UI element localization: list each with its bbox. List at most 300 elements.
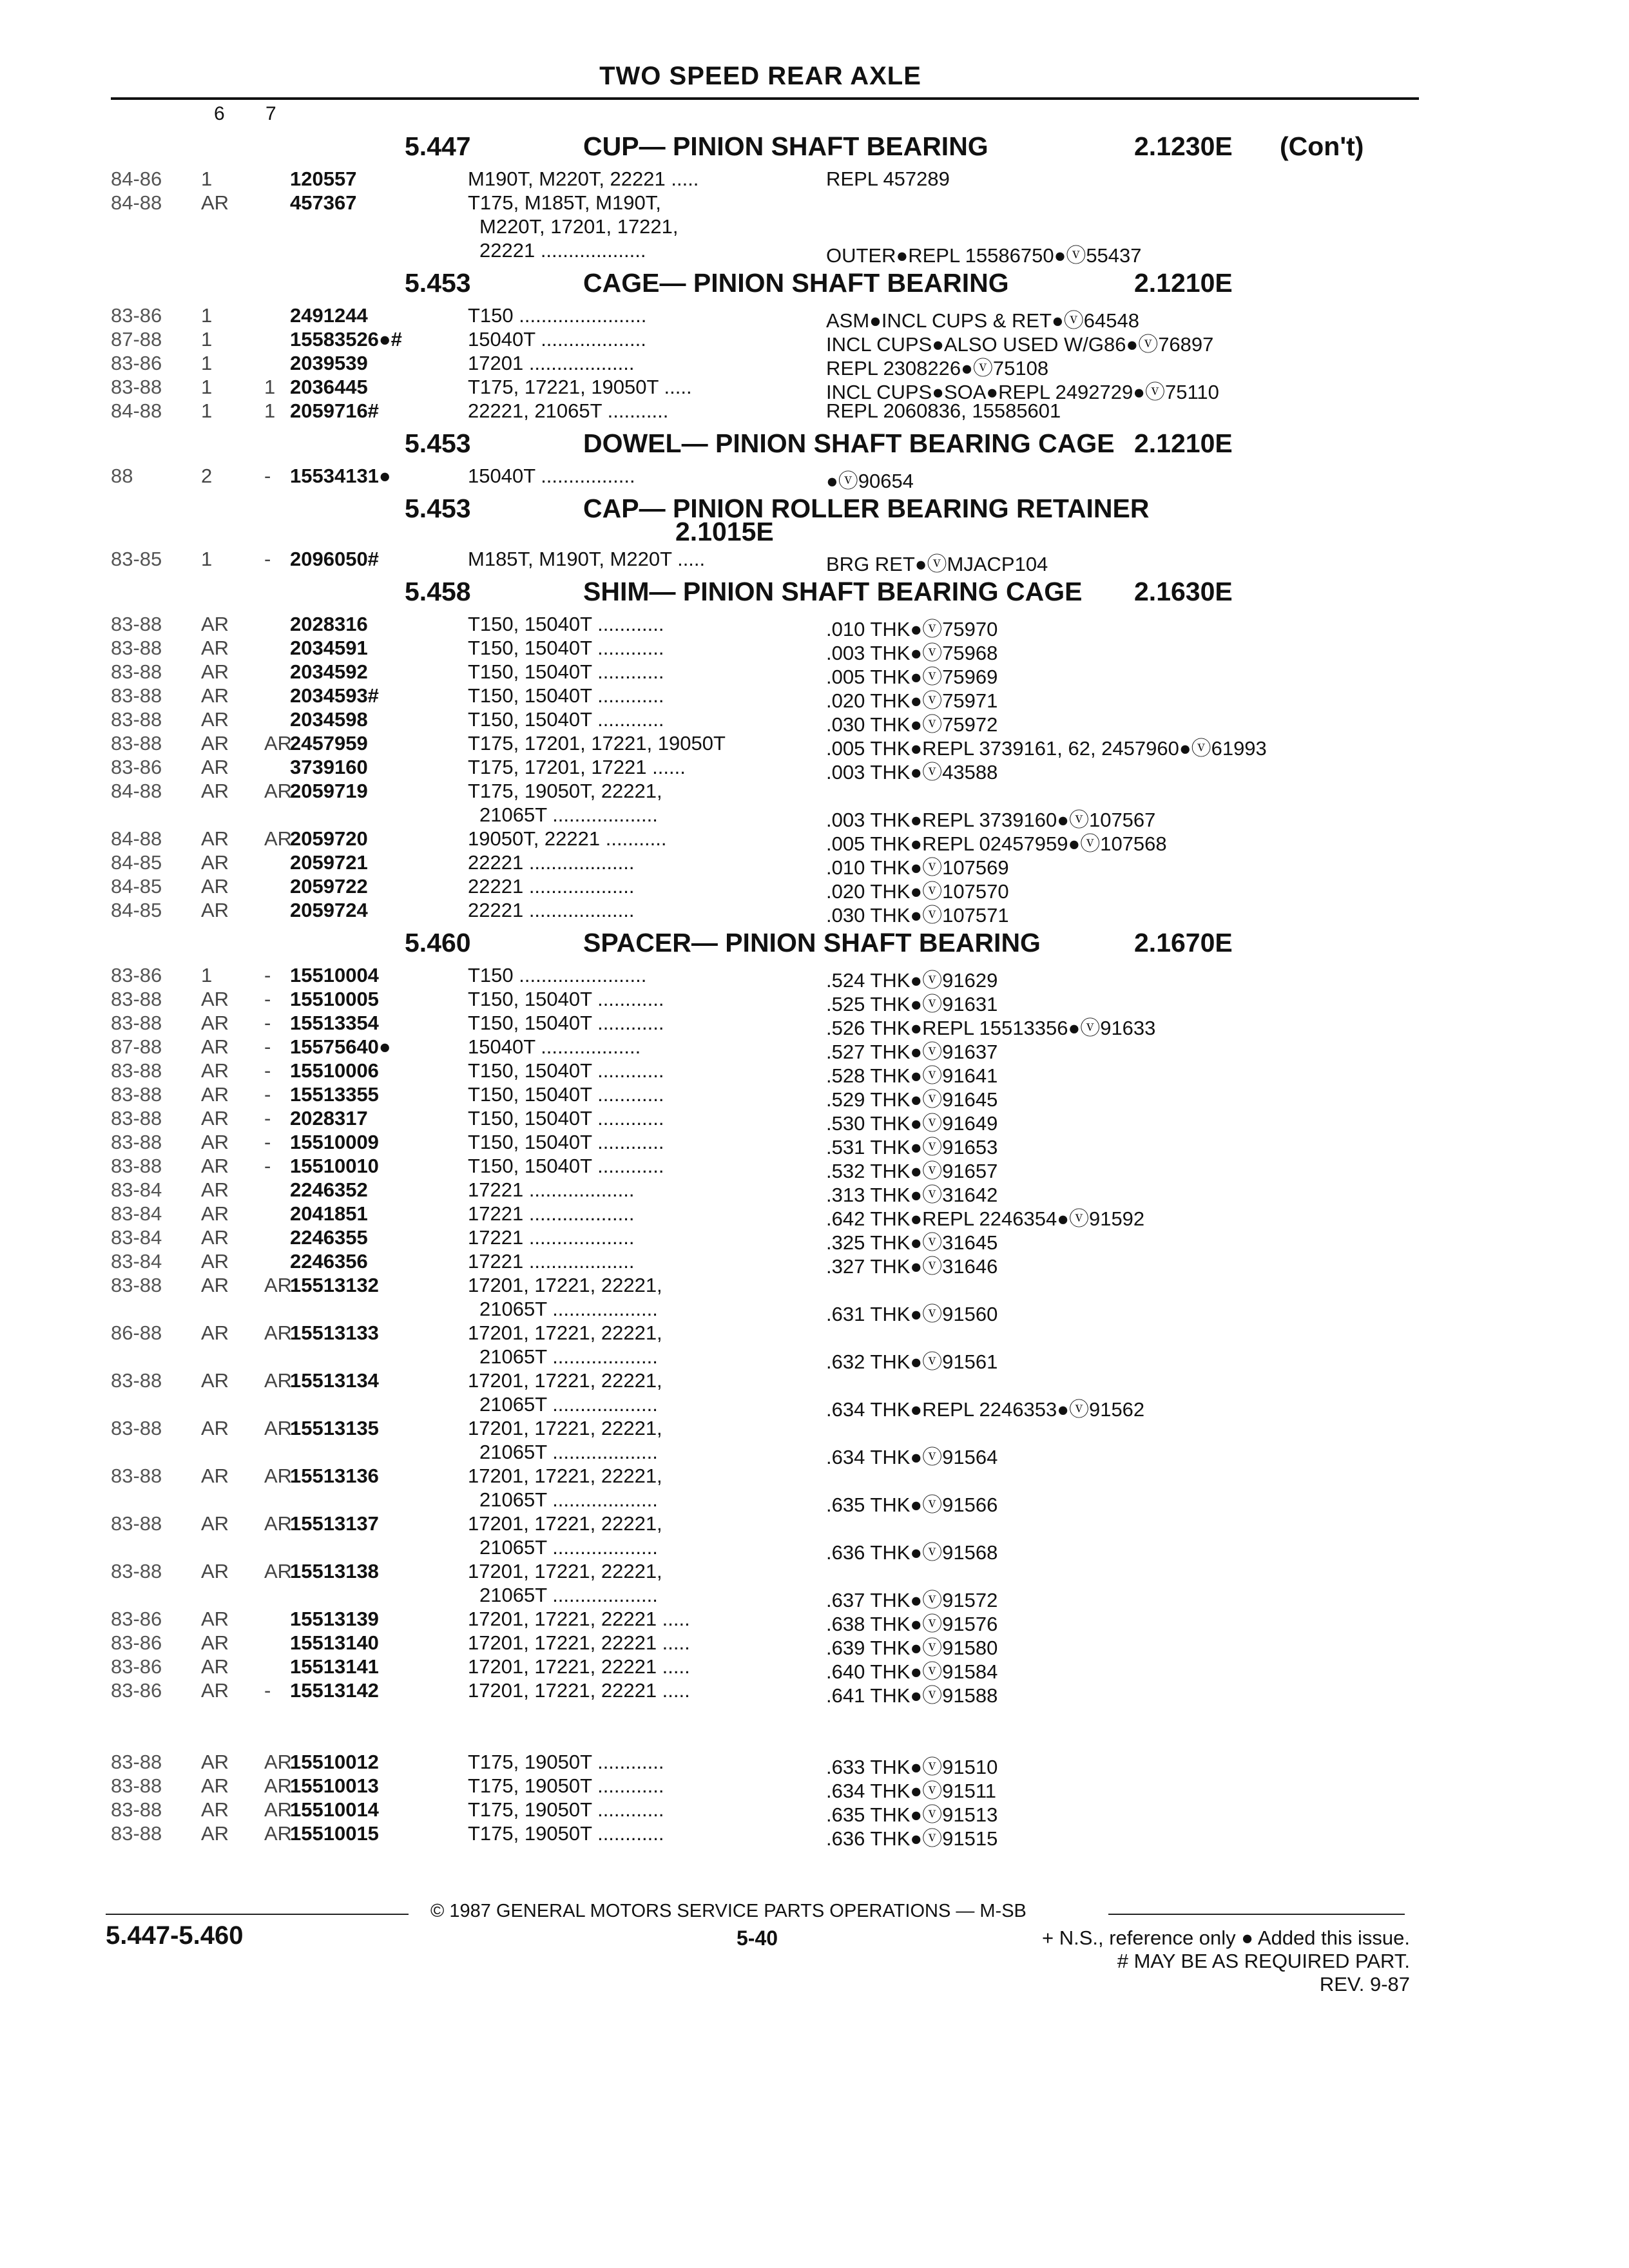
- model-years: 83-86: [111, 964, 162, 986]
- model-usage: 17221 ...................: [468, 1226, 635, 1249]
- model-usage: 17201, 17221, 22221 .....: [468, 1679, 690, 1702]
- model-years: 84-88: [111, 191, 162, 214]
- qty-col-6: AR: [201, 851, 229, 874]
- model-years: 83-88: [111, 684, 162, 707]
- qty-col-6: AR: [201, 1202, 229, 1225]
- part-number: 2096050#: [290, 548, 379, 570]
- parts-row: [0, 215, 1629, 239]
- qty-col-7: AR: [264, 1751, 293, 1773]
- part-description: .529 THK●ⓥ91645: [826, 1088, 998, 1111]
- model-usage: 17221 ...................: [468, 1178, 635, 1201]
- qty-col-7: AR: [264, 1560, 293, 1582]
- model-years: 84-85: [111, 875, 162, 898]
- qty-col-6: 1: [201, 328, 213, 351]
- qty-col-7: 1: [264, 399, 276, 422]
- section-code: 2.1015E: [675, 517, 774, 546]
- parts-row: [0, 304, 1629, 332]
- part-description: .641 THK●ⓥ91588: [826, 1684, 998, 1707]
- qty-col-6: 1: [201, 168, 213, 190]
- qty-col-7: AR: [264, 1822, 293, 1845]
- model-usage: M220T, 17201, 17221,: [479, 215, 679, 238]
- model-usage: 22221, 21065T ...........: [468, 399, 669, 422]
- parts-row: [0, 239, 1629, 267]
- qty-col-6: AR: [201, 875, 229, 898]
- qty-col-6: AR: [201, 1608, 229, 1630]
- part-description: .642 THK●REPL 2246354●ⓥ91592: [826, 1207, 1145, 1230]
- part-number: 15513137: [290, 1512, 379, 1535]
- part-number: 15510005: [290, 988, 379, 1010]
- model-usage: 21065T ...................: [479, 1584, 658, 1606]
- qty-col-7: AR: [264, 1321, 293, 1344]
- model-usage: M185T, M190T, M220T .....: [468, 548, 706, 570]
- footer-note-required: # MAY BE AS REQUIRED PART.: [1117, 1950, 1410, 1972]
- model-usage: 17201, 17221, 22221,: [468, 1417, 662, 1439]
- model-usage: T175, 19050T ............: [468, 1751, 664, 1773]
- column-header: [214, 103, 317, 125]
- part-number: 15513355: [290, 1083, 379, 1106]
- part-number: 2246355: [290, 1226, 368, 1249]
- part-description: .636 THK●ⓥ91515: [826, 1827, 998, 1850]
- model-years: 83-88: [111, 1512, 162, 1535]
- qty-col-7: -: [264, 1035, 271, 1058]
- model-usage: 17201, 17221, 22221,: [468, 1369, 662, 1392]
- model-years: 83-88: [111, 1369, 162, 1392]
- model-usage: 17201, 17221, 22221,: [468, 1465, 662, 1487]
- part-number: 2059722: [290, 875, 368, 898]
- part-number: 15513132: [290, 1274, 379, 1296]
- part-number: 15513136: [290, 1465, 379, 1487]
- part-description: .030 THK●ⓥ75972: [826, 713, 998, 736]
- model-years: 83-88: [111, 1560, 162, 1582]
- model-years: 83-84: [111, 1178, 162, 1201]
- model-usage: T175, 19050T ............: [468, 1798, 664, 1821]
- model-usage: T175, 17201, 17221 ......: [468, 756, 686, 778]
- qty-col-7: -: [264, 1083, 271, 1106]
- section-code: 2.1210E: [1134, 268, 1233, 298]
- model-usage: T175, 17221, 19050T .....: [468, 376, 692, 398]
- qty-col-7: -: [264, 1155, 271, 1177]
- model-years: 83-88: [111, 988, 162, 1010]
- model-usage: T150, 15040T ............: [468, 1131, 664, 1153]
- model-years: 84-88: [111, 780, 162, 802]
- model-years: 83-88: [111, 660, 162, 683]
- section-heading: [0, 923, 1629, 964]
- parts-row: [0, 756, 1629, 783]
- part-number: 2457959: [290, 732, 368, 754]
- footer-page-number: 5-40: [737, 1927, 778, 1950]
- part-description: .634 THK●ⓥ91564: [826, 1446, 998, 1468]
- model-years: 83-88: [111, 1822, 162, 1845]
- qty-col-6: AR: [201, 1560, 229, 1582]
- qty-col-7: AR: [264, 1774, 293, 1797]
- model-usage: T150, 15040T ............: [468, 708, 664, 731]
- qty-col-7: 1: [264, 376, 276, 398]
- part-description: ●ⓥ90654: [826, 470, 914, 492]
- parts-row: [0, 827, 1629, 855]
- parts-row: [0, 1417, 1629, 1441]
- model-usage: T175, 17201, 17221, 19050T: [468, 732, 726, 754]
- parts-row: [0, 1155, 1629, 1182]
- part-number: 2028317: [290, 1107, 368, 1129]
- part-description: .005 THK●REPL 02457959●ⓥ107568: [826, 832, 1167, 855]
- model-usage: T150 .......................: [468, 304, 647, 327]
- qty-col-7: -: [264, 1107, 271, 1129]
- model-years: 83-86: [111, 1631, 162, 1654]
- model-usage: 17201, 17221, 22221 .....: [468, 1655, 690, 1678]
- model-years: 83-88: [111, 1465, 162, 1487]
- qty-col-6: AR: [201, 1465, 229, 1487]
- section-number: 5.460: [405, 928, 471, 957]
- footer-note-ns: + N.S., reference only ● Added this issue.: [1041, 1927, 1410, 1949]
- qty-col-6: AR: [201, 1417, 229, 1439]
- model-years: 84-88: [111, 827, 162, 850]
- model-usage: T175, 19050T, 22221,: [468, 780, 662, 802]
- model-usage: T150, 15040T ............: [468, 637, 664, 659]
- qty-col-7: -: [264, 465, 271, 487]
- parts-row: [0, 399, 1629, 423]
- part-description: .639 THK●ⓥ91580: [826, 1637, 998, 1659]
- part-description: .637 THK●ⓥ91572: [826, 1589, 998, 1611]
- parts-row: [0, 637, 1629, 664]
- part-description: REPL 2308226●ⓥ75108: [826, 357, 1049, 380]
- title-rule: [111, 97, 1419, 100]
- qty-col-6: AR: [201, 1631, 229, 1654]
- qty-col-6: AR: [201, 708, 229, 731]
- model-usage: 15040T ...................: [468, 328, 646, 351]
- model-usage: M190T, M220T, 22221 .....: [468, 168, 699, 190]
- parts-row: [0, 964, 1629, 992]
- qty-col-6: AR: [201, 1512, 229, 1535]
- parts-row: [0, 1321, 1629, 1345]
- part-description: .634 THK●REPL 2246353●ⓥ91562: [826, 1398, 1145, 1421]
- parts-row: [0, 1441, 1629, 1468]
- qty-col-6: 2: [201, 465, 213, 487]
- section-title: SPACER— PINION SHAFT BEARING: [583, 928, 1041, 957]
- part-number: 15513135: [290, 1417, 379, 1439]
- parts-row: [0, 1393, 1629, 1421]
- parts-row: [0, 376, 1629, 403]
- model-years: 83-84: [111, 1250, 162, 1273]
- model-years: 83-85: [111, 548, 162, 570]
- model-years: 83-88: [111, 376, 162, 398]
- qty-col-6: AR: [201, 1798, 229, 1821]
- model-usage: 17201, 17221, 22221,: [468, 1512, 662, 1535]
- part-description: .003 THK●ⓥ43588: [826, 761, 998, 783]
- part-description: REPL 2060836, 15585601: [826, 399, 1061, 422]
- parts-row: [0, 1536, 1629, 1564]
- qty-col-7: AR: [264, 1369, 293, 1392]
- part-description: .526 THK●REPL 15513356●ⓥ91633: [826, 1017, 1156, 1039]
- parts-row: [0, 613, 1629, 640]
- model-years: 83-88: [111, 1751, 162, 1773]
- qty-col-6: AR: [201, 1822, 229, 1845]
- model-years: 86-88: [111, 1321, 162, 1344]
- part-description: .528 THK●ⓥ91641: [826, 1064, 998, 1087]
- qty-col-6: AR: [201, 1679, 229, 1702]
- model-years: 84-86: [111, 168, 162, 190]
- parts-row: [0, 548, 1629, 575]
- part-description: INCL CUPS●ALSO USED W/G86●ⓥ76897: [826, 333, 1214, 356]
- parts-row: [0, 899, 1629, 927]
- section-heading: [0, 572, 1629, 613]
- model-usage: 21065T ...................: [479, 1441, 658, 1463]
- model-years: 83-88: [111, 1274, 162, 1296]
- qty-col-6: AR: [201, 1774, 229, 1797]
- model-years: 83-86: [111, 1679, 162, 1702]
- parts-row: [0, 1488, 1629, 1516]
- parts-row: [0, 1250, 1629, 1278]
- section-number: 5.458: [405, 577, 471, 606]
- model-usage: T150, 15040T ............: [468, 1155, 664, 1177]
- model-usage: 22221 ...................: [468, 875, 635, 898]
- parts-row: [0, 1226, 1629, 1254]
- qty-col-6: AR: [201, 660, 229, 683]
- qty-col-6: 1: [201, 304, 213, 327]
- model-usage: 21065T ...................: [479, 1393, 658, 1416]
- part-description: INCL CUPS●SOA●REPL 2492729●ⓥ75110: [826, 381, 1219, 403]
- part-description: .020 THK●ⓥ75971: [826, 689, 998, 712]
- qty-col-6: AR: [201, 1274, 229, 1296]
- qty-col-7: AR: [264, 1417, 293, 1439]
- parts-row: [0, 1298, 1629, 1325]
- part-number: 15513134: [290, 1369, 379, 1392]
- parts-row: [0, 1465, 1629, 1488]
- qty-col-6: AR: [201, 988, 229, 1010]
- qty-col-6: AR: [201, 827, 229, 850]
- parts-row: [0, 708, 1629, 736]
- section-title: CAP— PINION ROLLER BEARING RETAINER: [583, 494, 1150, 523]
- model-usage: 21065T ...................: [479, 1298, 658, 1320]
- part-description: .631 THK●ⓥ91560: [826, 1303, 998, 1325]
- part-description: .020 THK●ⓥ107570: [826, 880, 1009, 903]
- model-usage: 21065T ...................: [479, 1488, 658, 1511]
- model-years: 83-88: [111, 1131, 162, 1153]
- parts-row: [0, 732, 1629, 760]
- footer-note-revision: REV. 9-87: [1319, 1973, 1410, 1995]
- parts-row: [0, 988, 1629, 1015]
- model-usage: T150, 15040T ............: [468, 684, 664, 707]
- qty-col-6: AR: [201, 1059, 229, 1082]
- part-description: .640 THK●ⓥ91584: [826, 1660, 998, 1683]
- part-description: .635 THK●ⓥ91566: [826, 1494, 998, 1516]
- model-years: 83-88: [111, 637, 162, 659]
- qty-col-6: AR: [201, 1035, 229, 1058]
- model-years: 83-88: [111, 1774, 162, 1797]
- qty-col-6: AR: [201, 1107, 229, 1129]
- part-description: .632 THK●ⓥ91561: [826, 1350, 998, 1373]
- model-usage: 17201, 17221, 22221,: [468, 1321, 662, 1344]
- qty-col-6: AR: [201, 1655, 229, 1678]
- part-number: 15513142: [290, 1679, 379, 1702]
- model-usage: 21065T ...................: [479, 1536, 658, 1559]
- part-description: OUTER●REPL 15586750●ⓥ55437: [826, 244, 1142, 267]
- part-number: 2059719: [290, 780, 368, 802]
- part-description: .313 THK●ⓥ31642: [826, 1184, 998, 1206]
- model-years: 83-86: [111, 352, 162, 374]
- footer-rule-left: [106, 1914, 409, 1915]
- part-description: ASM●INCL CUPS & RET●ⓥ64548: [826, 309, 1139, 332]
- qty-col-7: -: [264, 1679, 271, 1702]
- part-number: 15575640●: [290, 1035, 391, 1058]
- model-usage: 22221 ...................: [479, 239, 646, 262]
- qty-col-6: AR: [201, 1012, 229, 1034]
- part-number: 2059721: [290, 851, 368, 874]
- parts-row: [0, 1083, 1629, 1111]
- part-number: 15513133: [290, 1321, 379, 1344]
- part-number: 15510015: [290, 1822, 379, 1845]
- part-number: 15510012: [290, 1751, 379, 1773]
- parts-row: [0, 328, 1629, 356]
- qty-col-6: AR: [201, 1226, 229, 1249]
- footer-section-range: 5.447-5.460: [106, 1921, 244, 1950]
- qty-col-7: -: [264, 1059, 271, 1082]
- model-years: 83-88: [111, 732, 162, 754]
- part-description: .003 THK●REPL 3739160●ⓥ107567: [826, 809, 1156, 831]
- section-code: 2.1210E: [1134, 428, 1233, 458]
- column-7-label: 7: [265, 103, 276, 124]
- part-description: .010 THK●ⓥ107569: [826, 856, 1009, 879]
- qty-col-6: AR: [201, 756, 229, 778]
- qty-col-7: -: [264, 1131, 271, 1153]
- part-number: 2036445: [290, 376, 368, 398]
- section-title: DOWEL— PINION SHAFT BEARING CAGE: [583, 428, 1115, 458]
- parts-row: [0, 1608, 1629, 1635]
- parts-list: [0, 126, 1629, 1850]
- section-heading: [0, 263, 1629, 304]
- part-description: .635 THK●ⓥ91513: [826, 1803, 998, 1826]
- qty-col-6: AR: [201, 732, 229, 754]
- model-usage: T150, 15040T ............: [468, 613, 664, 635]
- model-usage: 22221 ...................: [468, 899, 635, 921]
- part-number: 2059716#: [290, 399, 379, 422]
- model-years: 87-88: [111, 1035, 162, 1058]
- part-number: 2246356: [290, 1250, 368, 1273]
- section-number: 5.453: [405, 494, 471, 523]
- qty-col-6: AR: [201, 613, 229, 635]
- qty-col-7: -: [264, 964, 271, 986]
- section-title: SHIM— PINION SHAFT BEARING CAGE: [583, 577, 1083, 606]
- part-number: 2034591: [290, 637, 368, 659]
- model-years: 83-88: [111, 613, 162, 635]
- part-number: 2039539: [290, 352, 368, 374]
- qty-col-7: AR: [264, 1512, 293, 1535]
- part-number: 2246352: [290, 1178, 368, 1201]
- model-years: 83-84: [111, 1202, 162, 1225]
- model-usage: 17201, 17221, 22221 .....: [468, 1631, 690, 1654]
- model-years: 84-88: [111, 399, 162, 422]
- qty-col-7: -: [264, 548, 271, 570]
- part-description: .633 THK●ⓥ91510: [826, 1756, 998, 1778]
- parts-row: [0, 780, 1629, 803]
- qty-col-7: -: [264, 988, 271, 1010]
- model-years: 84-85: [111, 899, 162, 921]
- part-number: 2034592: [290, 660, 368, 683]
- part-number: 15534131●: [290, 465, 391, 487]
- model-usage: T150, 15040T ............: [468, 1059, 664, 1082]
- model-usage: T150, 15040T ............: [468, 1083, 664, 1106]
- model-usage: 22221 ...................: [468, 851, 635, 874]
- part-number: 15583526●#: [290, 328, 402, 351]
- part-description: .636 THK●ⓥ91568: [826, 1541, 998, 1564]
- parts-row: [0, 1012, 1629, 1039]
- model-usage: T150, 15040T ............: [468, 1107, 664, 1129]
- qty-col-6: AR: [201, 1321, 229, 1344]
- part-description: .527 THK●ⓥ91637: [826, 1041, 998, 1063]
- page-title: TWO SPEED REAR AXLE: [599, 62, 921, 90]
- parts-row: [0, 803, 1629, 831]
- model-usage: 15040T .................: [468, 465, 635, 487]
- parts-row: [0, 1631, 1629, 1659]
- qty-col-7: -: [264, 1012, 271, 1034]
- parts-row: [0, 660, 1629, 688]
- qty-col-6: 1: [201, 548, 213, 570]
- model-usage: 21065T ...................: [479, 1345, 658, 1368]
- model-years: 83-88: [111, 1155, 162, 1177]
- part-number: 15513139: [290, 1608, 379, 1630]
- qty-col-6: AR: [201, 1369, 229, 1392]
- part-number: 2059724: [290, 899, 368, 921]
- part-number: 2028316: [290, 613, 368, 635]
- section-title: CUP— PINION SHAFT BEARING: [583, 131, 988, 161]
- model-years: 83-88: [111, 1417, 162, 1439]
- model-usage: 17201, 17221, 22221,: [468, 1560, 662, 1582]
- part-description: .030 THK●ⓥ107571: [826, 904, 1009, 927]
- column-6-label: 6: [214, 103, 225, 124]
- section-title: CAGE— PINION SHAFT BEARING: [583, 268, 1009, 298]
- section-number: 5.453: [405, 268, 471, 298]
- qty-col-6: AR: [201, 637, 229, 659]
- part-description: .524 THK●ⓥ91629: [826, 969, 998, 992]
- parts-row: [0, 1202, 1629, 1230]
- model-usage: T175, 19050T ............: [468, 1822, 664, 1845]
- parts-row: [0, 1560, 1629, 1584]
- qty-col-6: AR: [201, 191, 229, 214]
- qty-col-7: AR: [264, 780, 293, 802]
- section-heading: [0, 423, 1629, 465]
- qty-col-6: AR: [201, 1751, 229, 1773]
- section-code: 2.1630E: [1134, 577, 1233, 606]
- row-spacer: [0, 1703, 1629, 1751]
- part-description: .005 THK●REPL 3739161, 62, 2457960●ⓥ61993: [826, 737, 1267, 760]
- qty-col-6: AR: [201, 1083, 229, 1106]
- section-heading: [0, 126, 1629, 168]
- model-usage: T150, 15040T ............: [468, 660, 664, 683]
- model-usage: T175, M185T, M190T,: [468, 191, 661, 214]
- model-years: 83-86: [111, 1608, 162, 1630]
- qty-col-6: 1: [201, 376, 213, 398]
- qty-col-6: 1: [201, 399, 213, 422]
- part-description: .327 THK●ⓥ31646: [826, 1255, 998, 1278]
- part-description: .525 THK●ⓥ91631: [826, 993, 998, 1015]
- part-number: 15510009: [290, 1131, 379, 1153]
- model-usage: T150, 15040T ............: [468, 1012, 664, 1034]
- part-description: .010 THK●ⓥ75970: [826, 618, 998, 640]
- section-code: 2.1670E: [1134, 928, 1233, 957]
- qty-col-6: AR: [201, 780, 229, 802]
- part-description: .003 THK●ⓥ75968: [826, 642, 998, 664]
- model-usage: 21065T ...................: [479, 803, 658, 826]
- model-years: 83-86: [111, 1655, 162, 1678]
- model-usage: 17221 ...................: [468, 1202, 635, 1225]
- part-description: .530 THK●ⓥ91649: [826, 1112, 998, 1135]
- parts-row: [0, 1345, 1629, 1373]
- qty-col-6: 1: [201, 352, 213, 374]
- qty-col-6: AR: [201, 1250, 229, 1273]
- qty-col-6: 1: [201, 964, 213, 986]
- parts-row: [0, 1107, 1629, 1135]
- part-number: 15510006: [290, 1059, 379, 1082]
- part-number: 120557: [290, 168, 357, 190]
